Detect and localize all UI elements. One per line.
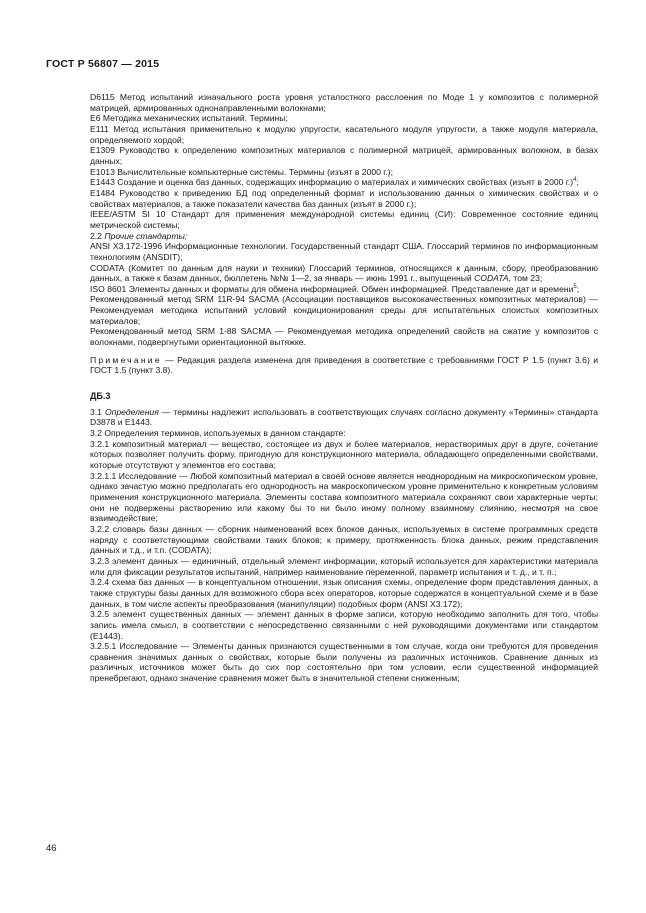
page-number: 46 (46, 843, 57, 854)
para-3-2-1: 3.2.1 композитный материал — вещество, состоящее из двух и более материалов, нерастворимых друг в друге, сочетание которых позволяет получить форму, пригодную для конструкционного материала, обладающего определенными свойствами, которые отсутствуют у элементов его состава; (90, 438, 598, 470)
document-header: ГОСТ Р 56807 — 2015 (46, 58, 160, 70)
ref-e111: E111 Метод испытания применительно к модулю упругости, касательного модуля упругости, а также модуля материала, определяемого хордой; (90, 123, 598, 145)
note (90, 355, 598, 376)
section-title: ДБ.3 (90, 391, 111, 402)
ref-e1484: E1484 Руководство к приведению БД под определенный формат и использованию данных о химических свойствах и о свойствах материалов, а также показатели качества баз данных (изъят в 2000 г.); (90, 187, 598, 209)
para-3-1-term: Определения (104, 406, 159, 417)
para-3-2-1-1: 3.2.1.1 Исследование — Любой композитный материал в своей основе является неоднородным на микроскопическом уровне, однако зачастую можно предполагать его однородность на макроскопическом уровне применительно к конкретным условиям применения конструкционного материала. Элементы состава композитного материала сохраняют свои характерные черты; они не подвержены растворению или какому бы то ни было иному полному взаимному слиянию, несмотря на свое взаимодействие; (90, 470, 598, 524)
ref-ansi-x3172: ANSI X3.172-1996 Информационные технологии. Государственный стандарт США. Глоссарий терминов по информационным технологиям (ANSDIT); (90, 241, 598, 262)
ref-codata (90, 263, 598, 284)
ref-e1013: E1013 Вычислительные компьютерные системы. Термины (изъят в 2000 г.); (90, 166, 394, 177)
para-3-1-rest: — термины надлежит использовать в соответствующих случаях согласно документу «Термины» стандарта D3878 и E1443. (90, 406, 598, 428)
subsection-2-2 (90, 231, 598, 242)
para-3-2-5-1: 3.2.5.1 Исследование — Элементы данных признаются существенными в том случае, когда они требуются для проведения сравнения значимых данных о свойствах, которые были получены из различных источников. Сравнение данных из различных источников может быть до сих пор состоятельно при том условии, если существенной информацией пренебрегают, однако значение сравнения может быть в значительной степени сниженным; (90, 641, 598, 684)
para-3-2-4: 3.2.4 схема баз данных — в концептуальном отношении, язык описания схемы, определение форм представления данных, а также структуры базы данных для возможного сбора всех операторов, которые содержатся в концептуальной схеме и в базе данных, в том числе аспекты преобразования (манипуляции) подобных форм (ANSI X3.172); (90, 577, 598, 609)
ref-iso8601 (90, 284, 598, 295)
ref-e1309: E1309 Руководство к определению композитных материалов с полимерной матрицей, армированных волокном, в базах данных; (90, 145, 598, 166)
ref-iso8601-tail: ; (576, 283, 580, 294)
ref-e1443-text: E1443 Создание и оценка баз данных, содержащих информацию о материалах и химических свойствах (изъят в 2000 г.) (90, 177, 574, 188)
subsection-title: Прочие стандарты: (104, 230, 188, 241)
document-body (90, 92, 598, 684)
ref-iso8601-text: ISO 8601 Элементы данных и форматы для обмена информацией. Обмен информацией. Представление дат и времени (90, 283, 574, 294)
para-3-2-3: 3.2.3 элемент данных — единичный, отдельный элемент информации, который используется для характеристики материала или для фиксации результатов испытаний, например наименование переменной, параметр испытания и т. д., и т. п.; (90, 555, 598, 577)
ref-codata-pre: CODATA (Комитет по данным для науки и техники) Глоссарий терминов, относящихся к данным, сбору, преобразованию данных, а также к базам данных, бюллетень №№ 1—2, за январь — июнь 1991 г., выпущенный (90, 262, 598, 284)
para-3-2-2: 3.2.2 словарь базы данных — сборник наименований всех блоков данных, используемых в системе программных средств наряду с соответствующими свойствами таких блоков; к примеру, протяженность блока данных, режим представления данных и т.д., и т.п. (CODATA); (90, 523, 598, 556)
para-3-2: 3.2 Определения терминов, используемых в данном стандарте: (90, 428, 346, 439)
ref-srm-11r94: Рекомендованный метод SRM 11R-94 SACMA (Ассоциации поставщиков высококачественных композитных материалов) — Рекомендуемая методика испытаний условий кондиционирования среды для испытательных слоистых композитных материалов; (90, 294, 598, 326)
para-3-1-num: 3.1 (90, 406, 105, 417)
ref-d6115: D6115 Метод испытаний изначального роста уровня усталостного расслоения по Моде 1 у композитов с полимерной матрицей, армированных однонаправленными волокнами; (90, 92, 598, 113)
ref-e6: E6 Методика механических испытаний. Термины; (90, 113, 288, 124)
para-3-1 (90, 407, 598, 428)
ref-e1443 (90, 177, 598, 188)
footnote-marker: 4 (573, 177, 577, 184)
para-3-2-5: 3.2.5 элемент существенных данных — элемент данных в форме записи, которую необходимо заполнить для того, чтобы запись имела смысл, в соответствии с непосредственно связанными с ней руководящими документами или стандартом (E1443). (90, 609, 598, 641)
note-text: — Редакция раздела изменена для приведения в соответствие с требованиями ГОСТ Р 1.5 (пункт 3.6) и ГОСТ 1.5 (пункт 3.8). (90, 354, 598, 376)
ref-codata-post: , том 23; (508, 273, 543, 284)
note-label: Примечание (90, 354, 162, 365)
ref-ieee-si10: IEEE/ASTM SI 10 Стандарт для применения международной системы единиц (СИ): Современное состояние единиц метрической системы; (90, 209, 598, 230)
ref-srm-188: Рекомендованный метод SRM 1-88 SACMA — Рекомендуемая методика определений свойств на сжатие у композитов с волокнами, подвергнутыми ориентационной вытяжке. (90, 326, 598, 348)
ref-e1443-tail: ; (576, 177, 579, 188)
ref-codata-italic: CODATA (474, 273, 509, 284)
subsection-number: 2.2 (90, 230, 105, 241)
footnote-marker: 5 (573, 283, 577, 290)
